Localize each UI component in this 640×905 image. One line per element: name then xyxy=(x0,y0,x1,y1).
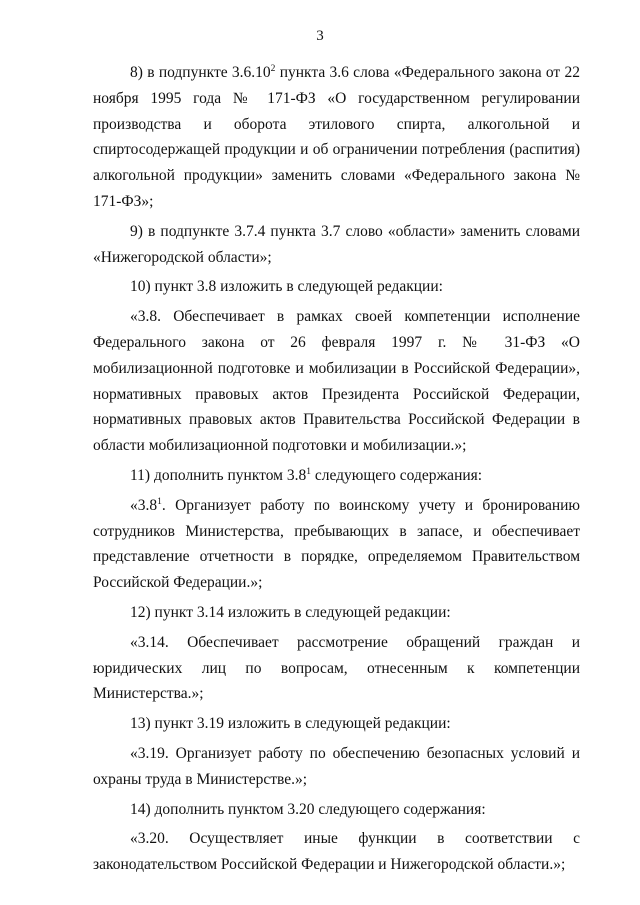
paragraph-text: 11) дополнить пунктом 3.8 xyxy=(130,466,307,484)
paragraph-3-8 xyxy=(93,304,580,459)
superscript: 2 xyxy=(270,64,276,74)
paragraph-3-14 xyxy=(93,630,580,707)
paragraph-text: «3.20. Осуществляет иные функции в соответствии с законодательством Российской Федерации и Нижегородской области.»; xyxy=(93,830,580,874)
paragraph-3-20 xyxy=(93,826,580,878)
paragraph-text: 12) пункт 3.14 изложить в следующей редакции: xyxy=(130,603,451,621)
paragraph-11 xyxy=(93,463,580,489)
paragraph-text: . Организует работу по воинскому учету и бронированию сотрудников Министерства, пребывающих в запасе, и обеспечивает представление отчетности в порядке, определяемом Правительством Российской Федерации.»; xyxy=(93,496,580,592)
paragraph-text: 9) в подпункте 3.7.4 пункта 3.7 слово «области» заменить словами «Нижегородской области»; xyxy=(93,222,580,266)
paragraph-13 xyxy=(93,711,580,737)
page-number: 3 xyxy=(316,28,324,44)
paragraph-text: 10) пункт 3.8 изложить в следующей редакции: xyxy=(130,278,443,296)
superscript: 1 xyxy=(306,466,311,477)
paragraph-text: «3.8. Обеспечивает в рамках своей компетенции исполнение Федерального закона от 26 февраля 1997 г. № 31-ФЗ «О мобилизационной подготовке и мобилизации в Российской Федерации», нормативных правовых актов Президента Российской Федерации, нормативных правовых актов Правительства Российской Федерации в области мобилизационной подготовки и мобилизации.»; xyxy=(93,308,580,455)
paragraph-text: следующего содержания: xyxy=(310,466,483,484)
paragraph-text: 14) дополнить пунктом 3.20 следующего содержания: xyxy=(130,800,486,818)
document-body xyxy=(93,60,580,882)
paragraph-text: 8) в подпункте 3.6.10 xyxy=(130,64,271,81)
paragraph-12 xyxy=(93,600,580,626)
paragraph-9 xyxy=(93,219,580,271)
paragraph-text: «3.8 xyxy=(130,496,158,514)
paragraph-3-19 xyxy=(93,741,580,793)
paragraph-8 xyxy=(93,60,580,215)
paragraph-14 xyxy=(93,797,580,823)
paragraph-text: «3.19. Организует работу по обеспечению безопасных условий и охраны труда в Министерстве.»; xyxy=(93,744,580,788)
paragraph-10 xyxy=(93,274,580,300)
paragraph-text: «3.14. Обеспечивает рассмотрение обращений граждан и юридических лиц по вопросам, отнесенным к компетенции Министерства.»; xyxy=(93,633,580,703)
superscript: 1 xyxy=(157,496,162,507)
paragraph-text: 13) пункт 3.19 изложить в следующей редакции: xyxy=(130,715,451,733)
paragraph-text: пункта 3.6 слова «Федерального закона от 22 ноября 1995 года № 171-ФЗ «О государственном регулировании производства и оборота этилового спирта, алкогольной и спиртосодержащей продукции и об ограничении потребления (распития) алкогольной продукции» заменить словами «Федерального закона № 171-ФЗ»; xyxy=(93,64,580,210)
paragraph-3-8-1 xyxy=(93,493,580,596)
